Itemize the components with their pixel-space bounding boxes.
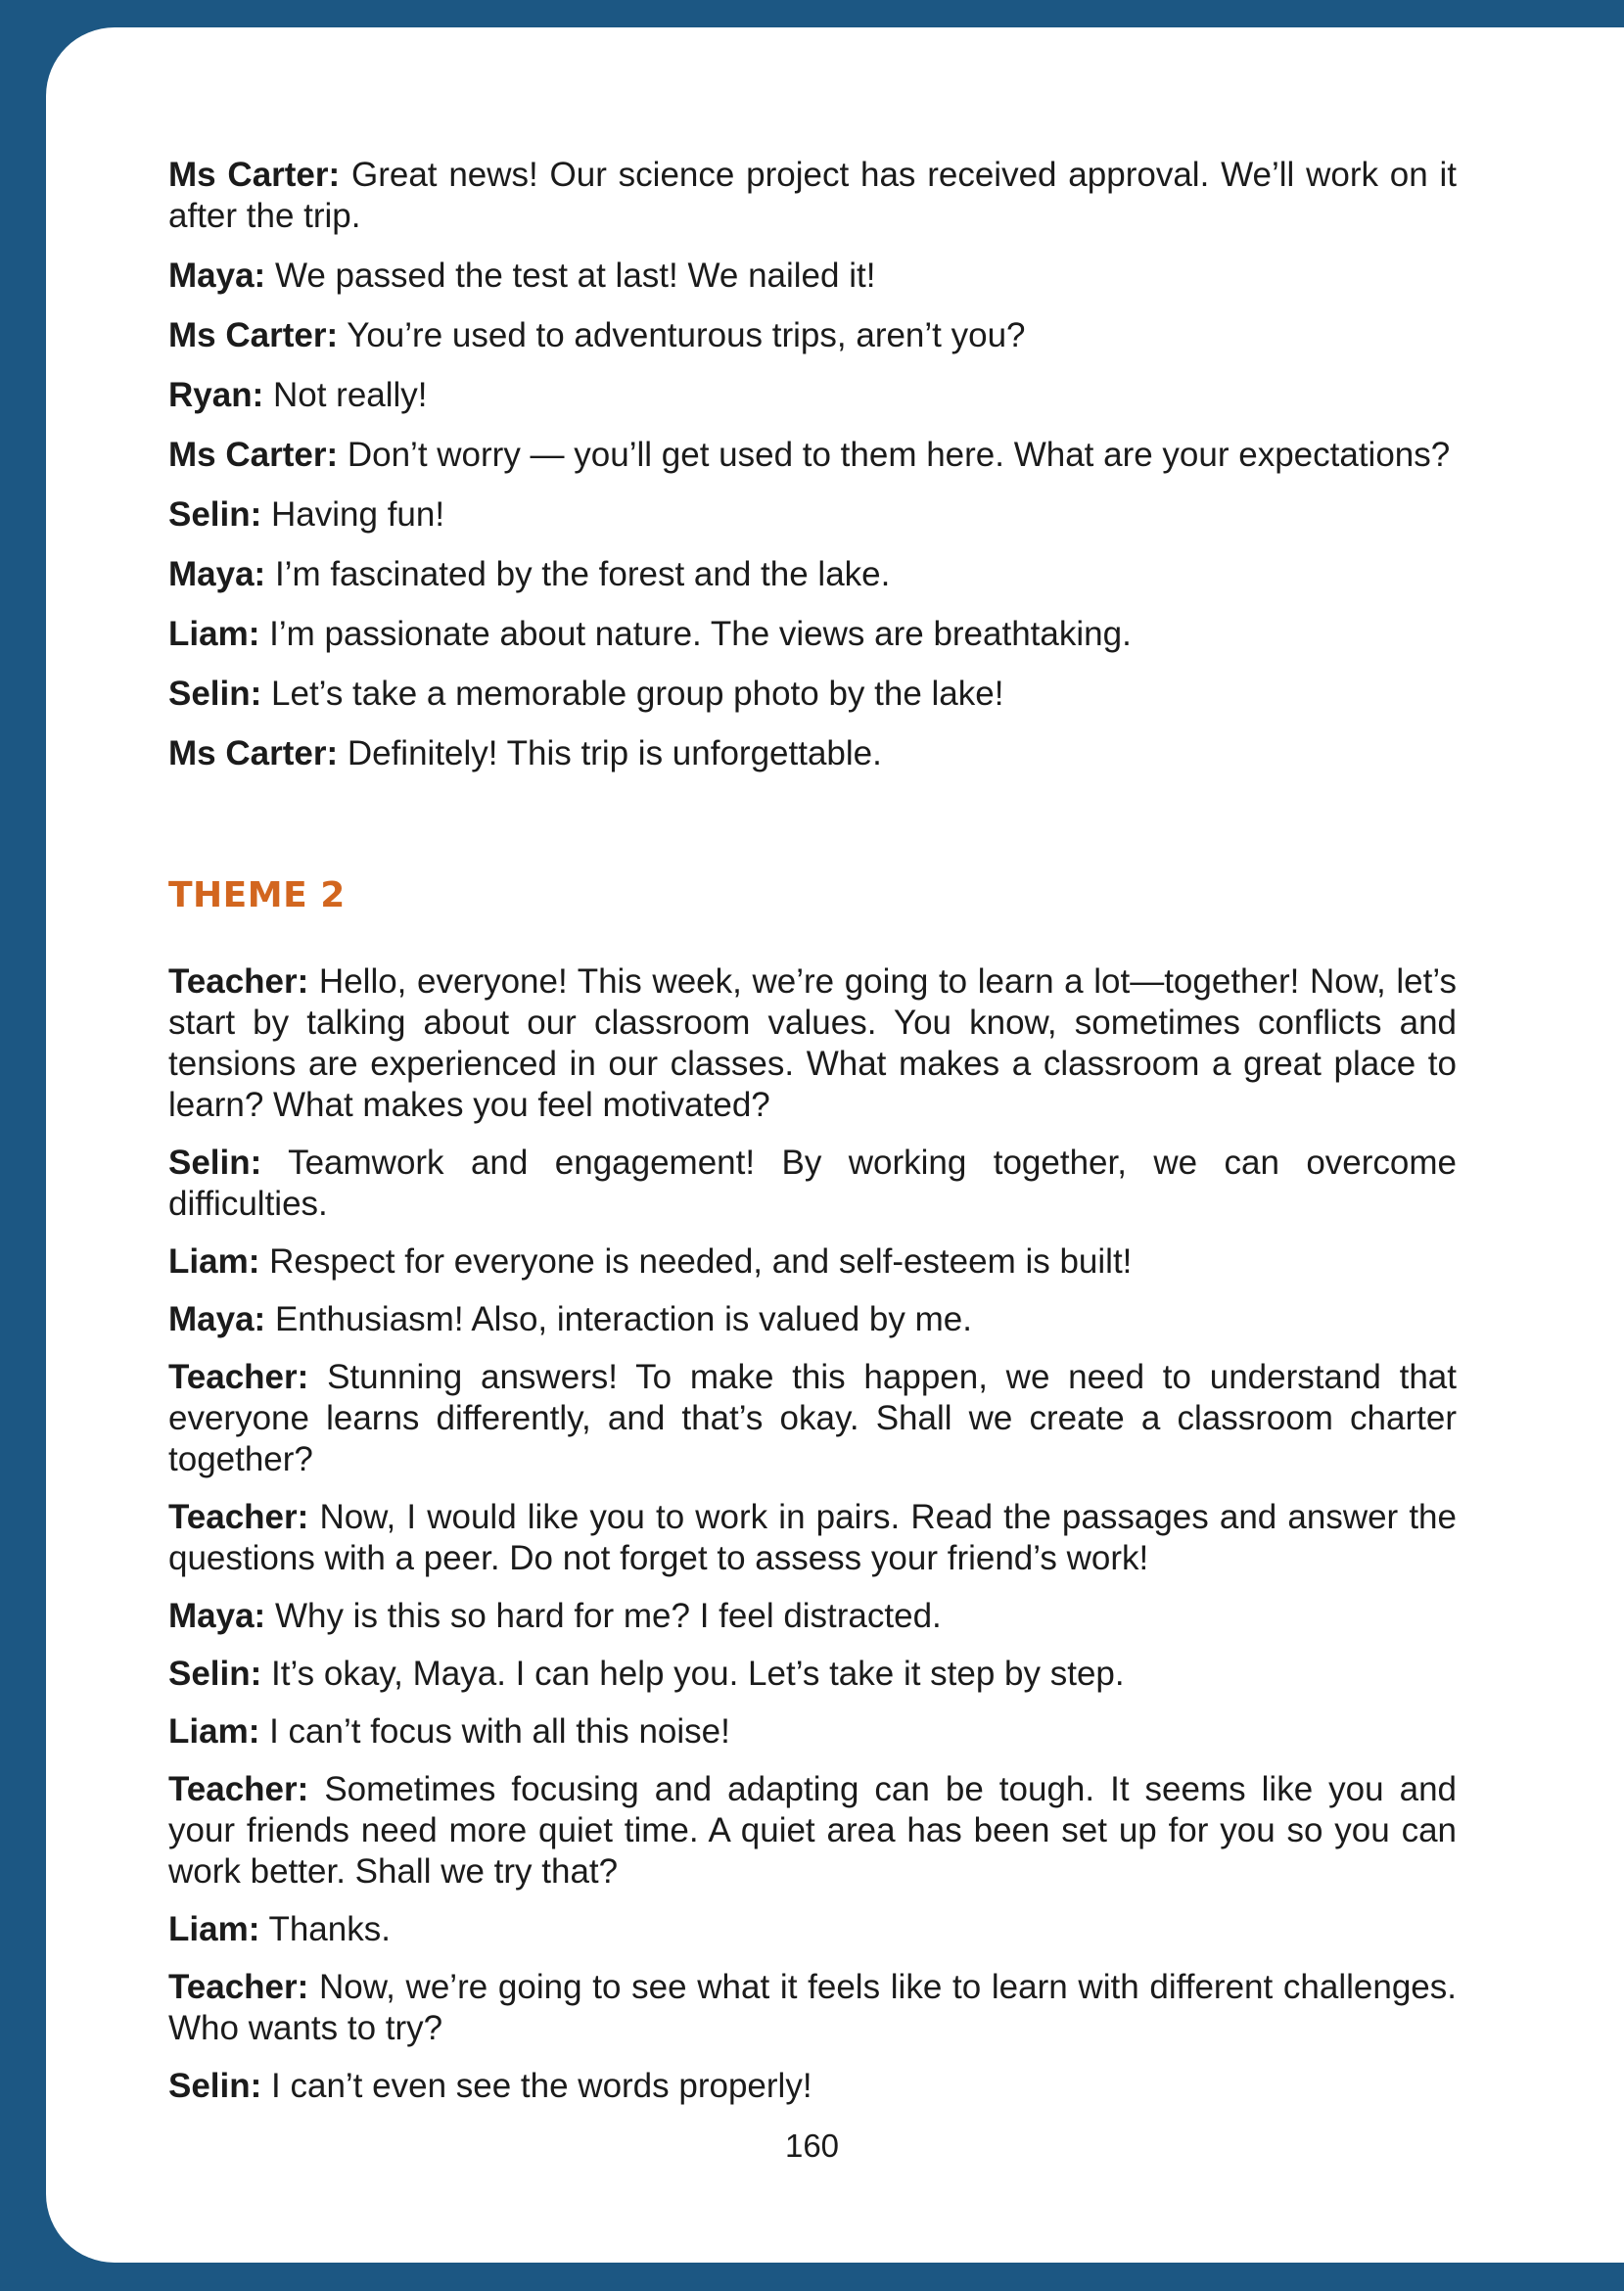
speaker-name: Ms Carter: <box>168 316 339 354</box>
dialogue-line <box>168 1299 1457 1340</box>
dialogue-line <box>168 733 1457 774</box>
dialogue-line <box>168 1143 1457 1225</box>
dialogue-text: Respect for everyone is needed, and self-esteem is built! <box>269 1242 1133 1281</box>
dialogue-text: Why is this so hard for me? I feel distracted. <box>274 1597 942 1635</box>
dialogue-text: I’m passionate about nature. The views are breathtaking. <box>269 615 1132 653</box>
dialogue-line <box>168 2066 1457 2107</box>
speaker-name: Ryan: <box>168 376 264 414</box>
dialogue-text: Great news! Our science project has received approval. We’ll work on it after the trip. <box>168 156 1457 235</box>
speaker-name: Liam: <box>168 615 260 653</box>
speaker-name: Liam: <box>168 1242 260 1281</box>
dialogue-line <box>168 614 1457 655</box>
dialogue-text: You’re used to adventurous trips, aren’t you? <box>347 316 1026 354</box>
dialogue-line <box>168 1967 1457 2049</box>
speaker-name: Selin: <box>168 1655 262 1693</box>
page-content <box>168 155 1457 2124</box>
dialogue-text: I’m fascinated by the forest and the lake. <box>274 555 891 593</box>
dialogue-line <box>168 1596 1457 1637</box>
speaker-name: Teacher: <box>168 1770 309 1808</box>
dialogue-line <box>168 1909 1457 1950</box>
dialogue-text: Teamwork and engagement! By working together, we can overcome difficulties. <box>168 1144 1458 1223</box>
theme-heading: THEME 2 <box>168 875 346 915</box>
dialogue-text: It’s okay, Maya. I can help you. Let’s take it step by step. <box>271 1655 1125 1693</box>
dialogue-text: I can’t focus with all this noise! <box>269 1712 730 1751</box>
dialogue-line <box>168 1241 1457 1283</box>
speaker-name: Liam: <box>168 1910 260 1948</box>
speaker-name: Teacher: <box>168 1968 309 2006</box>
dialogue-line <box>168 256 1457 297</box>
dialogue-line <box>168 554 1457 595</box>
speaker-name: Maya: <box>168 257 266 295</box>
dialogue-line <box>168 1497 1457 1579</box>
page-number: 160 <box>784 2127 840 2164</box>
dialogue-section-1 <box>168 155 1457 774</box>
dialogue-text: Thanks. <box>268 1910 391 1948</box>
speaker-name: Selin: <box>168 1144 262 1182</box>
speaker-name: Ms Carter: <box>168 156 341 194</box>
dialogue-line <box>168 1357 1457 1480</box>
dialogue-text: Stunning answers! To make this happen, we need to understand that everyone learns differently, and that’s okay. Shall we create a classroom charter together? <box>168 1358 1457 1478</box>
dialogue-text: Having fun! <box>271 495 445 534</box>
dialogue-line <box>168 494 1457 536</box>
dialogue-text: I can’t even see the words properly! <box>271 2067 812 2105</box>
speaker-name: Teacher: <box>168 962 309 1001</box>
speaker-name: Maya: <box>168 1300 266 1338</box>
dialogue-section-2 <box>168 961 1457 2107</box>
dialogue-text: Let’s take a memorable group photo by the lake! <box>271 675 1004 713</box>
speaker-name: Ms Carter: <box>168 436 339 474</box>
dialogue-text: Sometimes focusing and adapting can be tough. It seems like you and your friends need more quiet time. A quiet area has been set up for you so you can work better. Shall we try that? <box>168 1770 1457 1891</box>
dialogue-text: Now, I would like you to work in pairs. Read the passages and answer the questions with a peer. Do not forget to assess your friend’s work! <box>168 1498 1457 1577</box>
dialogue-text: We passed the test at last! We nailed it! <box>274 257 876 295</box>
speaker-name: Selin: <box>168 495 262 534</box>
dialogue-line <box>168 375 1457 416</box>
dialogue-text: Hello, everyone! This week, we’re going to learn a lot—together! Now, let’s start by talking about our classroom values. You know, sometimes conflicts and tensions are experienced in our classes. What makes a classroom a great place to learn? What makes you feel motivated? <box>168 962 1457 1124</box>
speaker-name: Selin: <box>168 2067 262 2105</box>
speaker-name: Maya: <box>168 1597 266 1635</box>
speaker-name: Maya: <box>168 555 266 593</box>
dialogue-line <box>168 435 1457 476</box>
dialogue-line <box>168 961 1457 1126</box>
dialogue-text: Enthusiasm! Also, interaction is valued by me. <box>274 1300 972 1338</box>
dialogue-text: Not really! <box>272 376 428 414</box>
dialogue-line <box>168 155 1457 237</box>
dialogue-line <box>168 1654 1457 1695</box>
dialogue-text: Don’t worry — you’ll get used to them here. What are your expectations? <box>347 436 1451 474</box>
speaker-name: Teacher: <box>168 1498 309 1536</box>
dialogue-line <box>168 315 1457 356</box>
dialogue-line <box>168 674 1457 715</box>
dialogue-line <box>168 1769 1457 1893</box>
speaker-name: Liam: <box>168 1712 260 1751</box>
dialogue-line <box>168 1711 1457 1753</box>
dialogue-text: Definitely! This trip is unforgettable. <box>347 734 882 772</box>
speaker-name: Teacher: <box>168 1358 309 1396</box>
dialogue-text: Now, we’re going to see what it feels like to learn with different challenges. Who wants to try? <box>168 1968 1457 2047</box>
speaker-name: Selin: <box>168 675 262 713</box>
speaker-name: Ms Carter: <box>168 734 339 772</box>
